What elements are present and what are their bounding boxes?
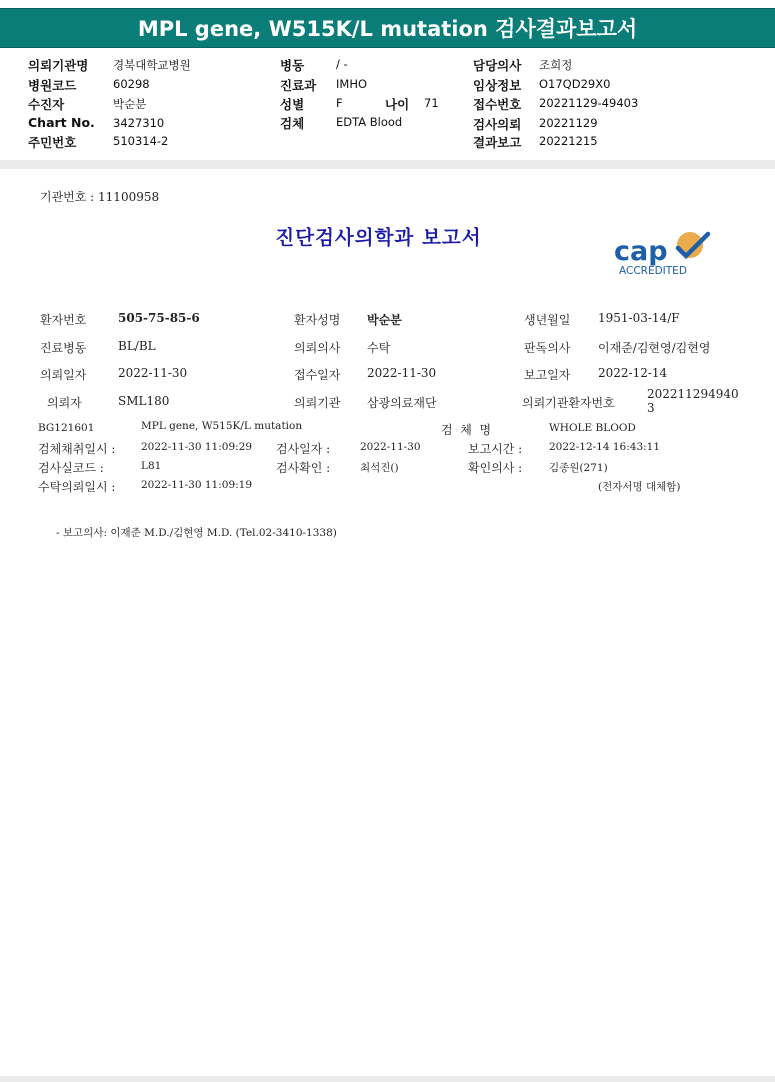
- field-label: 의뢰기관: [294, 396, 341, 410]
- line-label: 검체채취일시 :: [38, 442, 116, 456]
- line-value: 최석진(): [360, 462, 399, 474]
- field-label: 보고일자: [524, 368, 571, 382]
- header-label: 검체: [280, 116, 305, 131]
- signature-note: (전자서명 대체함): [598, 481, 681, 493]
- field-label: 의뢰자: [47, 396, 82, 410]
- line-value: 2022-11-30 11:09:19: [141, 479, 253, 491]
- line-value: L81: [141, 460, 162, 472]
- test-code: BG121601: [38, 422, 95, 434]
- line-label: 검사실코드 :: [38, 461, 104, 475]
- field-value: 삼광의료재단: [367, 396, 437, 410]
- reporting-doctors: - 보고의사: 이재준 M.D./김현영 M.D. (Tel.02-3410-1338): [56, 527, 337, 539]
- header-value: / -: [336, 57, 348, 71]
- header-label: 검사의뢰: [473, 117, 522, 132]
- specimen-value: WHOLE BLOOD: [549, 422, 636, 434]
- line-value: 김종원(271): [549, 462, 608, 474]
- line-value: 2022-12-14 16:43:11: [549, 441, 661, 453]
- lab-report-title: 진단검사의학과 보고서: [275, 226, 482, 249]
- line-label: 보고시간 :: [468, 442, 523, 456]
- institution-number: 기관번호 : 11100958: [40, 190, 160, 204]
- field-value: SML180: [118, 394, 170, 408]
- header-label: 성별: [280, 97, 305, 112]
- header-value: 3427310: [113, 116, 165, 130]
- page-bottom-border: [0, 1076, 775, 1082]
- header-value: 60298: [113, 77, 150, 91]
- field-value: 202211294940: [647, 387, 739, 401]
- field-label: 판독의사: [524, 341, 571, 355]
- patient-name: 박순분: [367, 313, 402, 327]
- field-label: 환자번호: [40, 313, 87, 327]
- line-label: 수탁의뢰일시 :: [38, 480, 116, 494]
- cap-logo-text: cap: [614, 236, 668, 267]
- report-title-bar: [0, 8, 775, 48]
- line-label: 확인의사 :: [468, 461, 523, 475]
- field-value: BL/BL: [118, 339, 156, 353]
- header-value: 20221129: [539, 116, 598, 130]
- field-value: 2022-12-14: [598, 366, 668, 380]
- header-value: O17QD29X0: [539, 77, 611, 91]
- header-label: 의뢰기관명: [28, 58, 89, 73]
- line-label: 검사일자 :: [276, 442, 331, 456]
- field-label: 의뢰일자: [40, 368, 87, 382]
- header-label: 병원코드: [28, 78, 77, 93]
- birth-date: 1951-03-14/F: [598, 311, 680, 325]
- test-name: MPL gene, W515K/L mutation: [141, 420, 303, 432]
- header-value: 510314-2: [113, 134, 169, 148]
- field-label: 접수일자: [294, 368, 341, 382]
- field-label: 환자성명: [294, 313, 341, 327]
- report-title: MPL gene, W515K/L mutation 검사결과보고서: [137, 17, 638, 41]
- header-value: IMHO: [336, 77, 368, 91]
- header-label: 임상정보: [473, 78, 522, 93]
- header-value: F: [336, 96, 343, 110]
- line-value: 2022-11-30: [360, 441, 421, 453]
- header-label: 진료과: [280, 78, 317, 93]
- age-label: 나이: [385, 97, 410, 112]
- header-label: Chart No.: [28, 115, 95, 130]
- header-value: 경북대학교병원: [113, 58, 191, 72]
- header-label: 담당의사: [473, 58, 522, 73]
- header-label: 접수번호: [473, 97, 522, 112]
- cap-logo-subtext: ACCREDITED: [619, 265, 687, 277]
- header-label: 수진자: [28, 97, 65, 112]
- field-label: 생년월일: [524, 313, 571, 327]
- cap-accredited-logo: [612, 230, 716, 280]
- field-value: 2022-11-30: [367, 366, 437, 380]
- header-label: 결과보고: [473, 135, 522, 150]
- header-value: 박순분: [113, 97, 147, 111]
- header-value: 20221215: [539, 134, 598, 148]
- line-value: 2022-11-30 11:09:29: [141, 441, 253, 453]
- header-value: EDTA Blood: [336, 115, 403, 129]
- age-value: 71: [424, 96, 439, 110]
- field-label: 진료병동: [40, 341, 87, 355]
- field-value: 수탁: [367, 341, 391, 355]
- line-label: 검사확인 :: [276, 461, 331, 475]
- field-value: 이재준/김현영/김현영: [598, 341, 711, 355]
- header-value: 20221129-49403: [539, 96, 639, 110]
- field-value: 2022-11-30: [118, 366, 188, 380]
- field-value-tail: 3: [647, 401, 655, 415]
- header-label: 병동: [280, 58, 305, 73]
- header-value: 조희정: [539, 58, 573, 72]
- specimen-label: 검 체 명: [441, 423, 492, 437]
- patient-number: 505-75-85-6: [118, 311, 200, 325]
- header-label: 주민번호: [28, 135, 77, 150]
- field-label: 의뢰기관환자번호: [522, 396, 615, 410]
- field-label: 의뢰의사: [294, 341, 341, 355]
- section-divider: [0, 160, 775, 169]
